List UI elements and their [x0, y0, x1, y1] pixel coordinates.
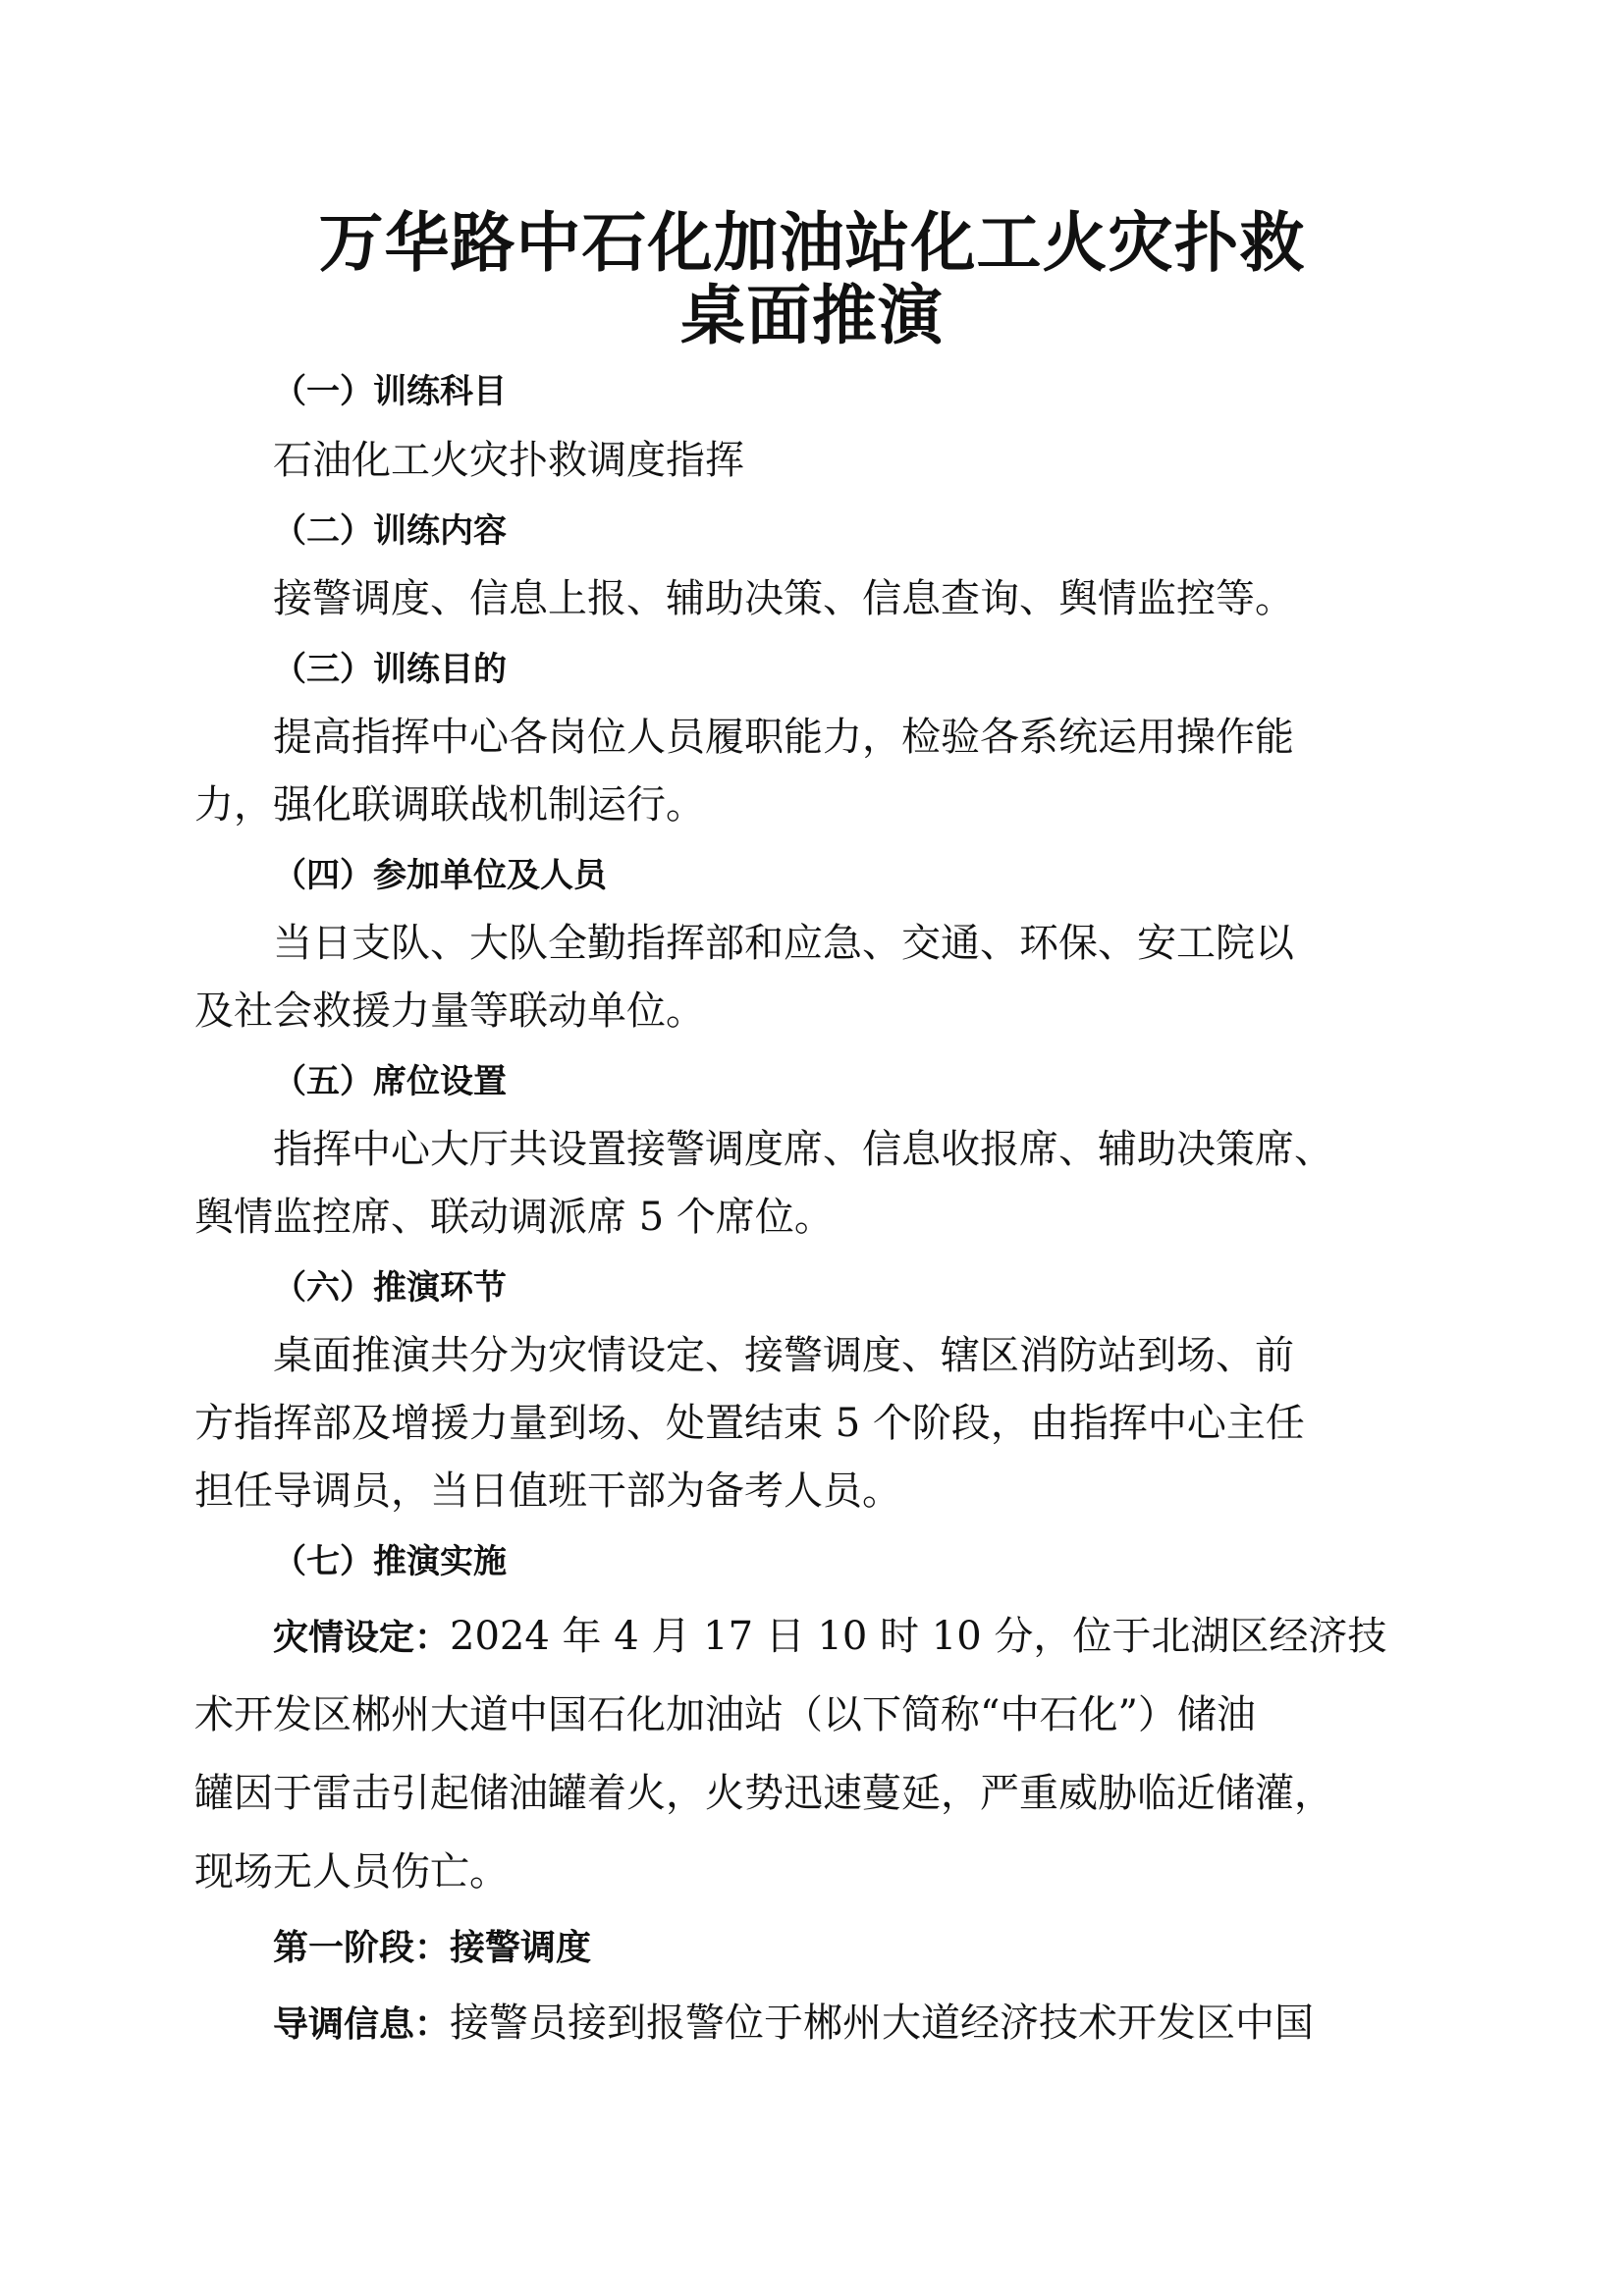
scenario-line-2: 术开发区郴州大道中国石化加油站（以下简称“中石化”）储油: [194, 1692, 1256, 1737]
section-4-heading: （四）参加单位及人员: [273, 856, 607, 895]
guidance-label: 导调信息：: [273, 2004, 451, 2045]
section-2-heading: （二）训练内容: [273, 511, 507, 551]
section-5-text-line-2: 舆情监控席、联动调派席 5 个席位。: [194, 1195, 834, 1240]
section-1-heading: （一）训练科目: [273, 372, 507, 411]
section-4-text-line-1: 当日支队、大队全勤指挥部和应急、交通、环保、安工院以: [273, 921, 1294, 966]
guidance-line-1: [273, 1999, 1314, 2050]
section-5-heading: （五）席位设置: [273, 1062, 507, 1101]
scenario-text: 2024 年 4 月 17 日 10 时 10 分，位于北湖区经济技: [450, 1614, 1387, 1659]
section-6-text-line-1: 桌面推演共分为灾情设定、接警调度、辖区消防站到场、前: [273, 1333, 1294, 1378]
section-5-text-line-1: 指挥中心大厅共设置接警调度席、信息收报席、辅助决策席、: [273, 1127, 1333, 1172]
section-3-text-line-2: 力，强化联调联战机制运行。: [194, 782, 705, 828]
scenario-line-1: [273, 1612, 1386, 1663]
scenario-line-4: 现场无人员伤亡。: [194, 1849, 509, 1895]
section-6-heading: （六）推演环节: [273, 1268, 507, 1308]
section-3-heading: （三）训练目的: [273, 650, 507, 689]
title-line-2: 桌面推演: [680, 277, 944, 353]
section-6-text-line-2: 方指挥部及增援力量到场、处置结束 5 个阶段，由指挥中心主任: [194, 1401, 1305, 1446]
section-3-text-line-1: 提高指挥中心各岗位人员履职能力，检验各系统运用操作能: [273, 715, 1294, 760]
title-line-1: 万华路中石化加油站化工火灾扑救: [318, 204, 1306, 281]
section-7-heading: （七）推演实施: [273, 1542, 507, 1581]
scenario-line-3: 罐因于雷击引起储油罐着火，火势迅速蔓延，严重威胁临近储灌，: [194, 1771, 1333, 1816]
scenario-label: 灾情设定：: [273, 1618, 451, 1658]
phase-1-heading: 第一阶段：接警调度: [273, 1928, 592, 1968]
section-4-text-line-2: 及社会救援力量等联动单位。: [194, 988, 705, 1034]
section-2-text: 接警调度、信息上报、辅助决策、信息查询、舆情监控等。: [273, 576, 1294, 621]
section-6-text-line-3: 担任导调员，当日值班干部为备考人员。: [194, 1468, 901, 1514]
section-1-text: 石油化工火灾扑救调度指挥: [273, 438, 744, 483]
guidance-text: 接警员接到报警位于郴州大道经济技术开发区中国: [450, 2001, 1315, 2046]
